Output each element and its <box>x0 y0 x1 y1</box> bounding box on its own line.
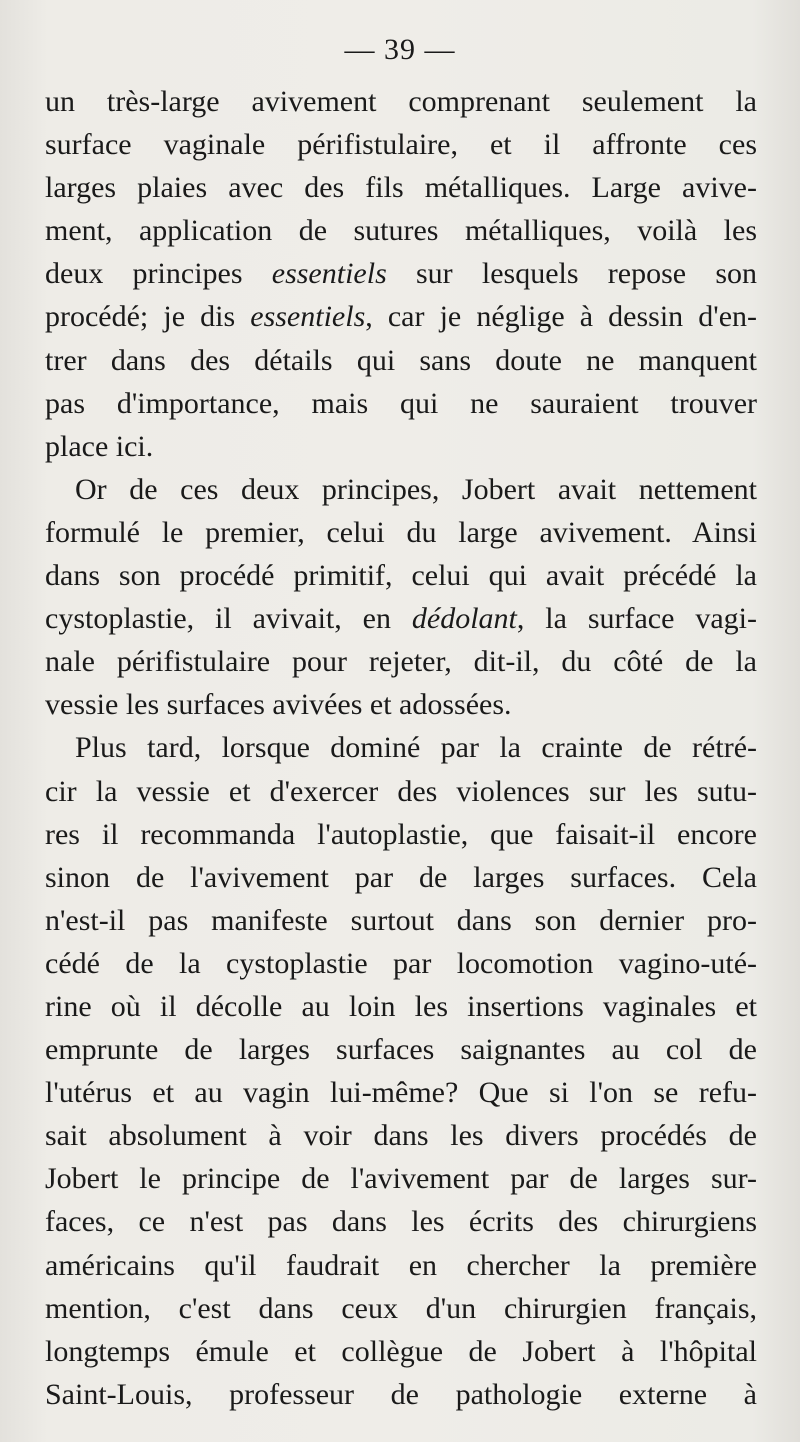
text-segment: vessie les surfaces avivées et adossées. <box>45 688 512 722</box>
italic-text: essentiels <box>271 257 387 291</box>
text-segment: ment, application de sutures métalliques, voilà les <box>45 214 757 248</box>
text-segment: nale périfistulaire pour rejeter, dit-il, du côté de la <box>45 645 757 679</box>
text-segment: dans son procédé primitif, celui qui avait précédé la <box>45 559 757 593</box>
text-line <box>45 856 757 899</box>
text-line <box>45 640 757 683</box>
body-text <box>45 80 757 1416</box>
text-segment: pas d'importance, mais qui ne sauraient trouver <box>45 386 757 420</box>
text-line <box>45 770 757 813</box>
text-segment: trer dans des détails qui sans doute ne manquent <box>45 343 757 377</box>
text-line <box>45 1244 757 1287</box>
text-line <box>45 1028 757 1071</box>
text-segment: Plus tard, lorsque dominé par la crainte de rétré- <box>75 731 757 765</box>
text-line <box>45 339 757 382</box>
text-line <box>45 295 757 338</box>
text-line <box>45 1287 757 1330</box>
paragraph <box>45 468 757 727</box>
text-segment: cystoplastie, il avivait, en <box>45 602 412 636</box>
text-segment: , car je néglige à dessin d'en- <box>365 300 757 334</box>
text-line <box>45 1114 757 1157</box>
italic-text: dédolant <box>411 602 517 636</box>
text-segment: formulé le premier, celui du large avivement. Ainsi <box>45 515 757 549</box>
text-line <box>45 209 757 252</box>
text-line <box>45 123 757 166</box>
text-segment: Or de ces deux principes, Jobert avait nettement <box>75 472 757 506</box>
text-segment: mention, c'est dans ceux d'un chirurgien français, <box>45 1291 757 1325</box>
text-line <box>45 425 757 468</box>
text-segment: rine où il décolle au loin les insertions vaginales et <box>45 989 757 1023</box>
paragraph <box>45 80 757 468</box>
text-segment: larges plaies avec des fils métalliques. Large avive- <box>45 171 757 205</box>
text-line <box>45 726 757 769</box>
text-line <box>45 382 757 425</box>
text-line <box>45 942 757 985</box>
text-segment: deux principes <box>45 257 272 291</box>
text-segment: sur lesquels repose son <box>386 257 757 291</box>
text-segment: Jobert le principe de l'avivement par de larges sur- <box>45 1162 757 1196</box>
text-line <box>45 252 757 295</box>
text-segment: l'utérus et au vagin lui-même? Que si l'on se refu- <box>45 1076 757 1110</box>
text-line <box>45 468 757 511</box>
text-segment: cir la vessie et d'exercer des violences sur les sutu- <box>45 774 757 808</box>
text-segment: faces, ce n'est pas dans les écrits des chirurgiens <box>45 1205 757 1239</box>
text-line <box>45 597 757 640</box>
text-line <box>45 166 757 209</box>
text-segment: surface vaginale périfistulaire, et il affronte ces <box>45 128 757 162</box>
text-line <box>45 80 757 123</box>
text-line <box>45 899 757 942</box>
page-number: — 39 — <box>344 33 456 66</box>
text-line <box>45 554 757 597</box>
text-segment: sait absolument à voir dans les divers procédés de <box>45 1119 757 1153</box>
text-line <box>45 683 757 726</box>
text-segment: sinon de l'avivement par de larges surfaces. Cela <box>45 860 757 894</box>
text-segment: un très-large avivement comprenant seulement la <box>45 85 757 118</box>
text-line <box>45 1330 757 1373</box>
text-line <box>45 813 757 856</box>
text-segment: Saint-Louis, professeur de pathologie externe à <box>45 1377 757 1411</box>
text-segment: longtemps émule et collègue de Jobert à l'hôpital <box>45 1334 757 1368</box>
text-line <box>45 1157 757 1200</box>
text-line <box>45 511 757 554</box>
text-segment: , la surface vagi- <box>516 602 757 636</box>
text-line <box>45 1373 757 1416</box>
text-segment: place ici. <box>45 429 154 463</box>
text-line <box>45 985 757 1028</box>
text-line <box>45 1071 757 1114</box>
text-segment: emprunte de larges surfaces saignantes au col de <box>45 1033 757 1067</box>
italic-text: essentiels <box>250 300 366 334</box>
text-segment: n'est-il pas manifeste surtout dans son dernier pro- <box>45 903 757 937</box>
text-segment: procédé; je dis <box>45 300 251 334</box>
text-line <box>45 1200 757 1243</box>
text-segment: cédé de la cystoplastie par locomotion vagino-uté- <box>45 946 757 980</box>
paragraph <box>45 726 757 1416</box>
text-segment: américains qu'il faudrait en chercher la première <box>45 1248 757 1282</box>
text-segment: res il recommanda l'autoplastie, que faisait-il encore <box>45 817 757 851</box>
